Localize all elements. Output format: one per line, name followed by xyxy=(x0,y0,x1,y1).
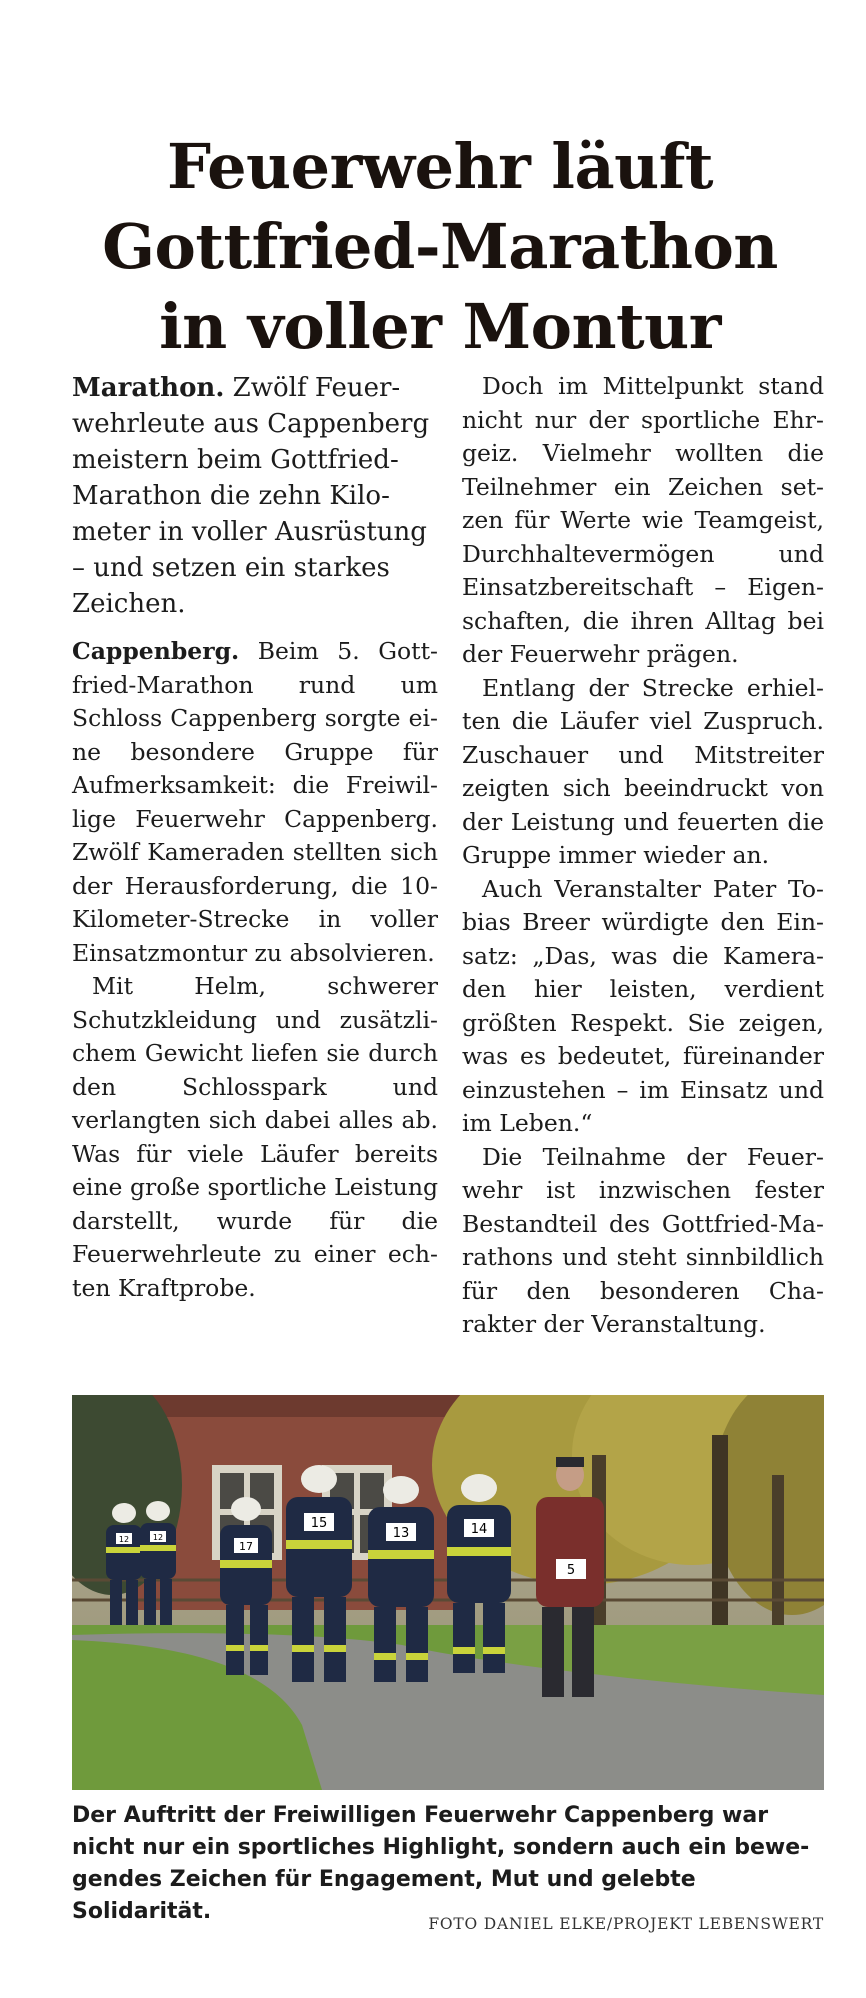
bib-number: 14 xyxy=(470,1522,488,1537)
lead-text: Zwölf Feuerwehrleute aus Cappenberg meistern beim Gottfried-Marathon die zehn Kilometer in voller Ausrüstung – und setzen ein starkes Zeichen. xyxy=(72,373,430,619)
body-paragraph-5: Auch Veranstalter Pater Tobias Breer würdigte den Einsatz: „Das, was die Kameraden hier leisten, verdient größten Respekt. Sie zeigen, was es bedeutet, füreinander einzustehen – im Einsatz und im Leben.“ xyxy=(462,874,824,1137)
body-paragraph-2: Mit Helm, schwerer Schutzkleidung und zusätzlichem Gewicht liefen sie durch den Schlosspark und verlangten sich dabei alles ab. Was für viele Läufer bereits eine große sportliche Leistung darstellt, wurde für die Feuerwehrleute zu einer echten Kraftprobe. xyxy=(72,972,438,1302)
bib-number: 15 xyxy=(310,1516,328,1531)
body-paragraph-1-text: Beim 5. Gottfried-Marathon rund um Schloss Cappenberg sorgte eine besondere Gruppe für Aufmerksamkeit: die Freiwillige Feuerwehr Cappenberg. Zwölf Kameraden stellten sich der Herausforderung, die 10-Kilometer-Strecke in voller Einsatzmontur zu absolvieren. xyxy=(72,637,438,967)
bib-number: 12 xyxy=(152,1533,164,1542)
bib-number: 17 xyxy=(239,1540,253,1553)
headline xyxy=(60,127,820,367)
bib-number: 12 xyxy=(118,1535,130,1544)
body-paragraph-1 xyxy=(72,635,438,970)
dateline: Cappenberg. xyxy=(72,637,240,665)
lead-paragraph xyxy=(72,370,438,622)
lead-kicker: Marathon. xyxy=(72,373,225,403)
bib-number: 5 xyxy=(566,1563,576,1578)
body-paragraph-4: Entlang der Strecke erhielten die Läufer viel Zuspruch. Zuschauer und Mitstreiter zeigten sich beeindruckt von der Leistung und feuerten die Gruppe immer wieder an. xyxy=(462,673,824,869)
photo-firefighters-running xyxy=(72,1395,824,1790)
bib-number: 13 xyxy=(392,1526,410,1541)
headline-line-3: in voller Montur xyxy=(159,289,721,363)
headline-line-2: Gottfried-Marathon xyxy=(102,209,778,283)
body-paragraph-6: Die Teilnahme der Feuerwehr ist inzwischen fester Bestandteil des Gottfried-Marathons und steht sinnbildlich für den besonderen Charakter der Veranstaltung. xyxy=(462,1142,824,1338)
article-column-left xyxy=(72,370,438,1305)
body-paragraph-3: Doch im Mittelpunkt stand nicht nur der sportliche Ehrgeiz. Vielmehr wollten die Teilnehmer ein Zeichen setzen für Werte wie Teamgeist, Durchhaltevermögen und Einsatzbereitschaft – Eigenschaften, die ihren Alltag bei der Feuerwehr prägen. xyxy=(462,372,824,668)
article-photo xyxy=(72,1395,824,1790)
photo-credit: FOTO DANIEL ELKE/PROJEKT LEBENSWERT xyxy=(428,1915,824,1933)
article-column-right xyxy=(462,370,824,1342)
headline-line-1: Feuerwehr läuft xyxy=(166,129,714,203)
photo-caption: Der Auftritt der Freiwilligen Feuerwehr Cappenberg war nicht nur ein sportliches Highlight, sondern auch ein bewegendes Zeichen für Engagement, Mut und gelebte Solidarität. xyxy=(72,1803,810,1924)
